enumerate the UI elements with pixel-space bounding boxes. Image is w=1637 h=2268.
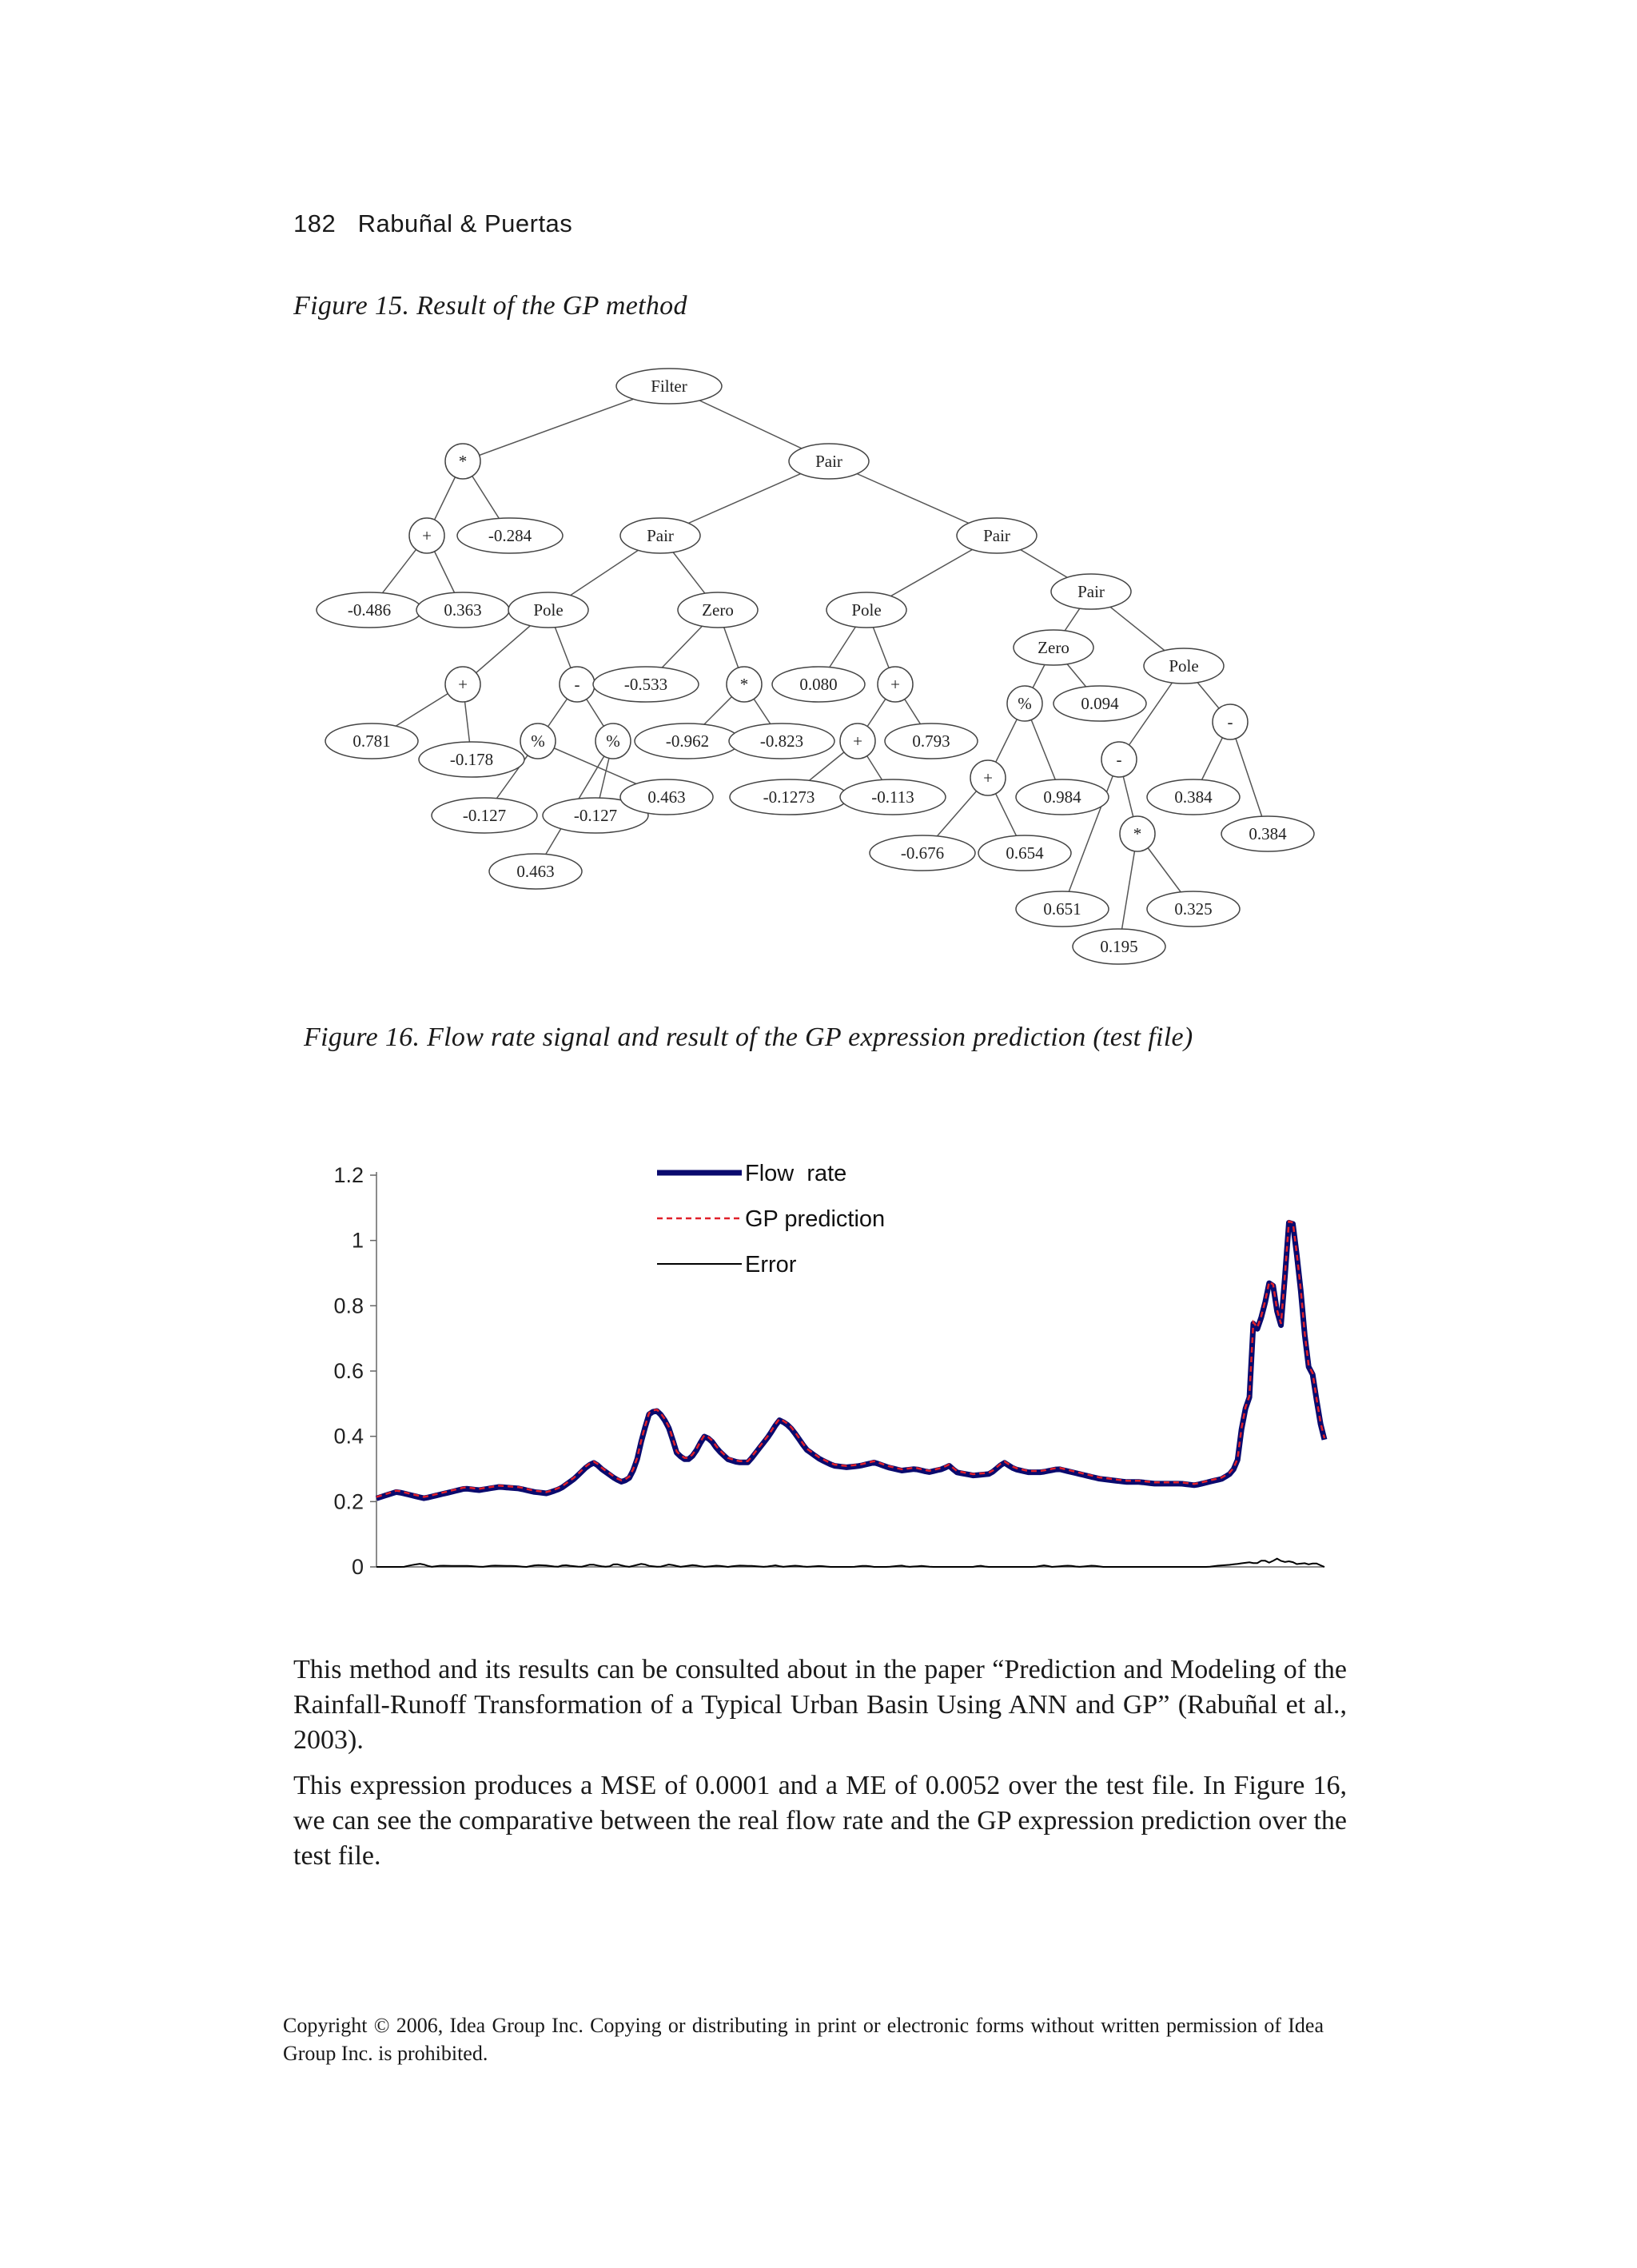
tree-node-label: -0.823 bbox=[759, 731, 804, 751]
figure-16-caption: Figure 16. Flow rate signal and result of the GP expression prediction (test file) bbox=[304, 1022, 1193, 1052]
legend-label-flow-rate: Flow rate bbox=[745, 1161, 847, 1186]
tree-node-label: 0.984 bbox=[1043, 787, 1081, 807]
tree-node-label: - bbox=[1227, 712, 1233, 731]
tree-node-label: 0.384 bbox=[1249, 824, 1287, 843]
tree-node-label: 0.463 bbox=[516, 862, 555, 881]
tree-node-label: % bbox=[1018, 694, 1032, 713]
tree-node-label: + bbox=[458, 675, 468, 694]
tree-node-label: Filter bbox=[651, 377, 687, 396]
tree-node-label: 0.195 bbox=[1100, 937, 1138, 956]
y-tick-label: 0.2 bbox=[333, 1489, 364, 1514]
tree-node-label: 0.094 bbox=[1081, 694, 1119, 713]
tree-node-label: -0.533 bbox=[623, 675, 668, 694]
y-tick-label: 0.4 bbox=[333, 1424, 364, 1449]
tree-node-label: -0.127 bbox=[573, 806, 618, 825]
tree-node-label: + bbox=[422, 526, 432, 545]
tree-node-label: % bbox=[606, 731, 620, 751]
tree-node-label: -0.676 bbox=[900, 843, 945, 863]
body-paragraph-2: This expression produces a MSE of 0.0001 and a ME of 0.0052 over the test file. In Figure 16, we can see the comparative between the real flow rate and the GP expression prediction over the test file. bbox=[293, 1771, 1347, 1871]
series-error-line bbox=[376, 1559, 1324, 1567]
y-tick-label: 1 bbox=[351, 1228, 364, 1253]
tree-node-label: + bbox=[890, 675, 900, 694]
figure-15-caption: Figure 15. Result of the GP method bbox=[293, 291, 687, 321]
tree-node-label: Pair bbox=[815, 452, 842, 471]
tree-node-label: -0.127 bbox=[462, 806, 507, 825]
tree-node-label: Zero bbox=[1038, 638, 1069, 657]
tree-node-label: - bbox=[574, 675, 580, 694]
tree-node-label: Pair bbox=[647, 526, 674, 545]
y-tick-label: 0 bbox=[351, 1555, 364, 1579]
copyright-footer: Copyright © 2006, Idea Group Inc. Copying or distributing in print or electronic forms without written permission of Idea Group Inc. is prohibited. bbox=[283, 2014, 1324, 2065]
tree-node-label: Pole bbox=[533, 600, 564, 620]
tree-node-label: 0.384 bbox=[1174, 787, 1213, 807]
series-gp-prediction-line bbox=[376, 1222, 1324, 1497]
tree-node-label: 0.651 bbox=[1043, 899, 1081, 919]
tree-node-label: 0.463 bbox=[647, 787, 686, 807]
tree-node-label: 0.325 bbox=[1174, 899, 1213, 919]
tree-node-label: - bbox=[1116, 750, 1122, 769]
tree-node-label: -0.962 bbox=[665, 731, 710, 751]
tree-node-label: 0.363 bbox=[444, 600, 482, 620]
body-paragraph-1: This method and its results can be consulted about in the paper “Prediction and Modeling of the Rainfall-Runoff Transformation of a Typical Urban Basin Using ANN and GP” (Rabuñal et al., 2003). bbox=[293, 1655, 1347, 1755]
y-tick-label: 0.6 bbox=[333, 1359, 364, 1383]
tree-node-label: + bbox=[853, 731, 862, 751]
tree-node-label: * bbox=[458, 452, 468, 471]
tree-node-label: 0.793 bbox=[912, 731, 950, 751]
legend-label-gp-prediction: GP prediction bbox=[745, 1206, 886, 1232]
tree-node-label: * bbox=[739, 675, 749, 694]
tree-node-label: -0.1273 bbox=[763, 787, 815, 807]
tree-node-label: Pole bbox=[1169, 656, 1199, 676]
tree-node-label: + bbox=[983, 768, 993, 787]
tree-node-label: 0.080 bbox=[799, 675, 838, 694]
chart-legend bbox=[657, 1161, 885, 1277]
tree-node-label: * bbox=[1133, 824, 1142, 843]
y-tick-label: 0.8 bbox=[333, 1293, 364, 1318]
tree-node-label: -0.113 bbox=[871, 787, 914, 807]
y-tick-label: 1.2 bbox=[333, 1163, 364, 1187]
tree-node-label: 0.781 bbox=[352, 731, 391, 751]
running-header-authors: Rabuñal & Puertas bbox=[357, 209, 573, 237]
tree-node-label: % bbox=[531, 731, 545, 751]
tree-node-label: -0.486 bbox=[347, 600, 392, 620]
series-flow-rate-line bbox=[376, 1222, 1324, 1498]
tree-node-label: Pole bbox=[851, 600, 882, 620]
page-number: 182 bbox=[293, 209, 337, 237]
tree-node-label: Zero bbox=[702, 600, 734, 620]
tree-node-label: Pair bbox=[983, 526, 1010, 545]
tree-node-label: -0.284 bbox=[488, 526, 532, 545]
legend-label-error: Error bbox=[745, 1252, 797, 1277]
tree-node-label: Pair bbox=[1077, 582, 1105, 601]
tree-node-label: -0.178 bbox=[449, 750, 494, 769]
tree-node-label: 0.654 bbox=[1006, 843, 1044, 863]
